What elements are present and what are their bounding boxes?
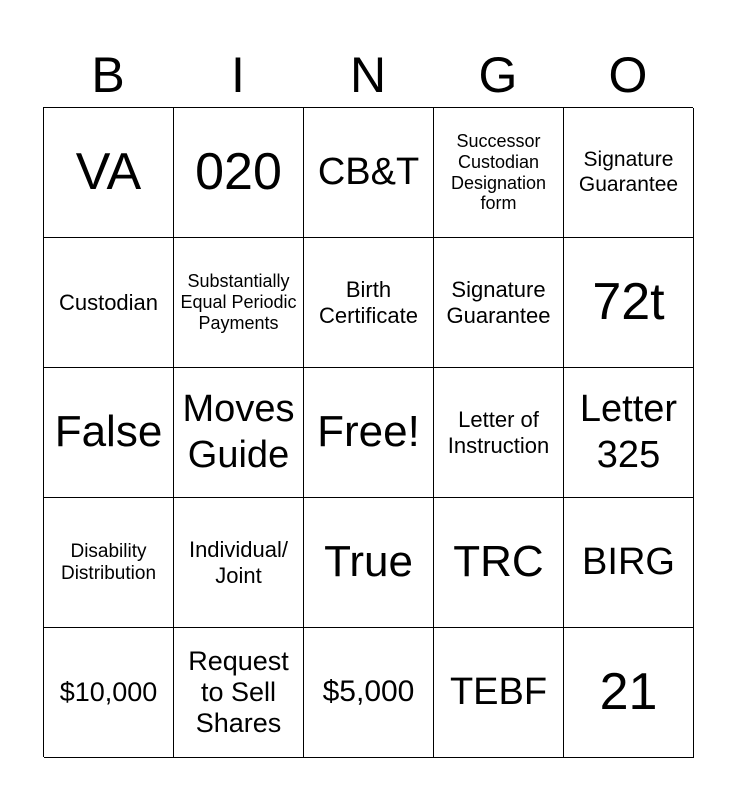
bingo-cell-r4-c4[interactable] (434, 498, 564, 628)
bingo-cell-r2-c4[interactable] (434, 238, 564, 368)
cell-label: Request to Sell Shares (188, 645, 289, 739)
bingo-cell-r2-c1[interactable] (44, 238, 174, 368)
bingo-cell-r1-c1[interactable] (44, 108, 174, 238)
bingo-cell-r2-c5[interactable] (564, 238, 694, 368)
bingo-cell-r2-c3[interactable] (304, 238, 434, 368)
cell-label: BIRG (582, 540, 675, 583)
cell-label: TRC (453, 537, 544, 587)
cell-label: True (324, 537, 413, 587)
bingo-cell-r2-c2[interactable] (174, 238, 304, 368)
bingo-cell-r1-c3[interactable] (304, 108, 434, 238)
cell-label: Birth Certificate (318, 277, 419, 328)
bingo-cell-r4-c3[interactable] (304, 498, 434, 628)
bingo-header (43, 44, 693, 106)
header-letter-n: N (349, 47, 387, 103)
bingo-cell-r3-c2[interactable] (174, 368, 304, 498)
cell-label: TEBF (449, 670, 548, 713)
free-space-cell[interactable] (304, 368, 434, 498)
cell-label: Individual/ Joint (188, 537, 289, 588)
bingo-board (43, 107, 693, 757)
cell-label: $10,000 (59, 676, 158, 707)
bingo-cell-r1-c2[interactable] (174, 108, 304, 238)
cell-label: 21 (599, 663, 658, 722)
cell-label: Signature Guarantee (578, 148, 679, 196)
cell-label: CB&T (317, 150, 420, 193)
bingo-cell-r4-c5[interactable] (564, 498, 694, 628)
header-letter-o: O (608, 47, 648, 103)
bingo-cell-r4-c2[interactable] (174, 498, 304, 628)
cell-label: Disability Distribution (60, 540, 157, 584)
cell-label: $5,000 (322, 675, 415, 709)
cell-label: 020 (195, 143, 282, 202)
bingo-cell-r1-c5[interactable] (564, 108, 694, 238)
header-letter-i: I (231, 47, 245, 103)
cell-label: Custodian (58, 289, 159, 315)
cell-label: Substantially Equal Periodic Payments (180, 271, 297, 333)
cell-label: Free! (317, 407, 420, 457)
bingo-cell-r5-c1[interactable] (44, 628, 174, 758)
cell-label: Successor Custodian Designation form (450, 131, 547, 214)
bingo-cell-r5-c3[interactable] (304, 628, 434, 758)
bingo-cell-r3-c4[interactable] (434, 368, 564, 498)
header-letter-b: B (91, 47, 125, 103)
cell-label: Moves Guide (182, 387, 295, 476)
cell-label: Signature Guarantee (446, 277, 551, 328)
bingo-cell-r5-c5[interactable] (564, 628, 694, 758)
cell-label: Letter of Instruction (447, 407, 550, 458)
cell-label: 72t (592, 273, 665, 332)
bingo-cell-r4-c1[interactable] (44, 498, 174, 628)
bingo-cell-r5-c2[interactable] (174, 628, 304, 758)
bingo-cell-r3-c1[interactable] (44, 368, 174, 498)
bingo-cell-r5-c4[interactable] (434, 628, 564, 758)
bingo-cell-r3-c5[interactable] (564, 368, 694, 498)
cell-label: False (54, 407, 163, 457)
bingo-cell-r1-c4[interactable] (434, 108, 564, 238)
cell-label: Letter 325 (579, 387, 678, 476)
cell-label: VA (75, 143, 142, 202)
header-letter-g: G (478, 47, 518, 103)
